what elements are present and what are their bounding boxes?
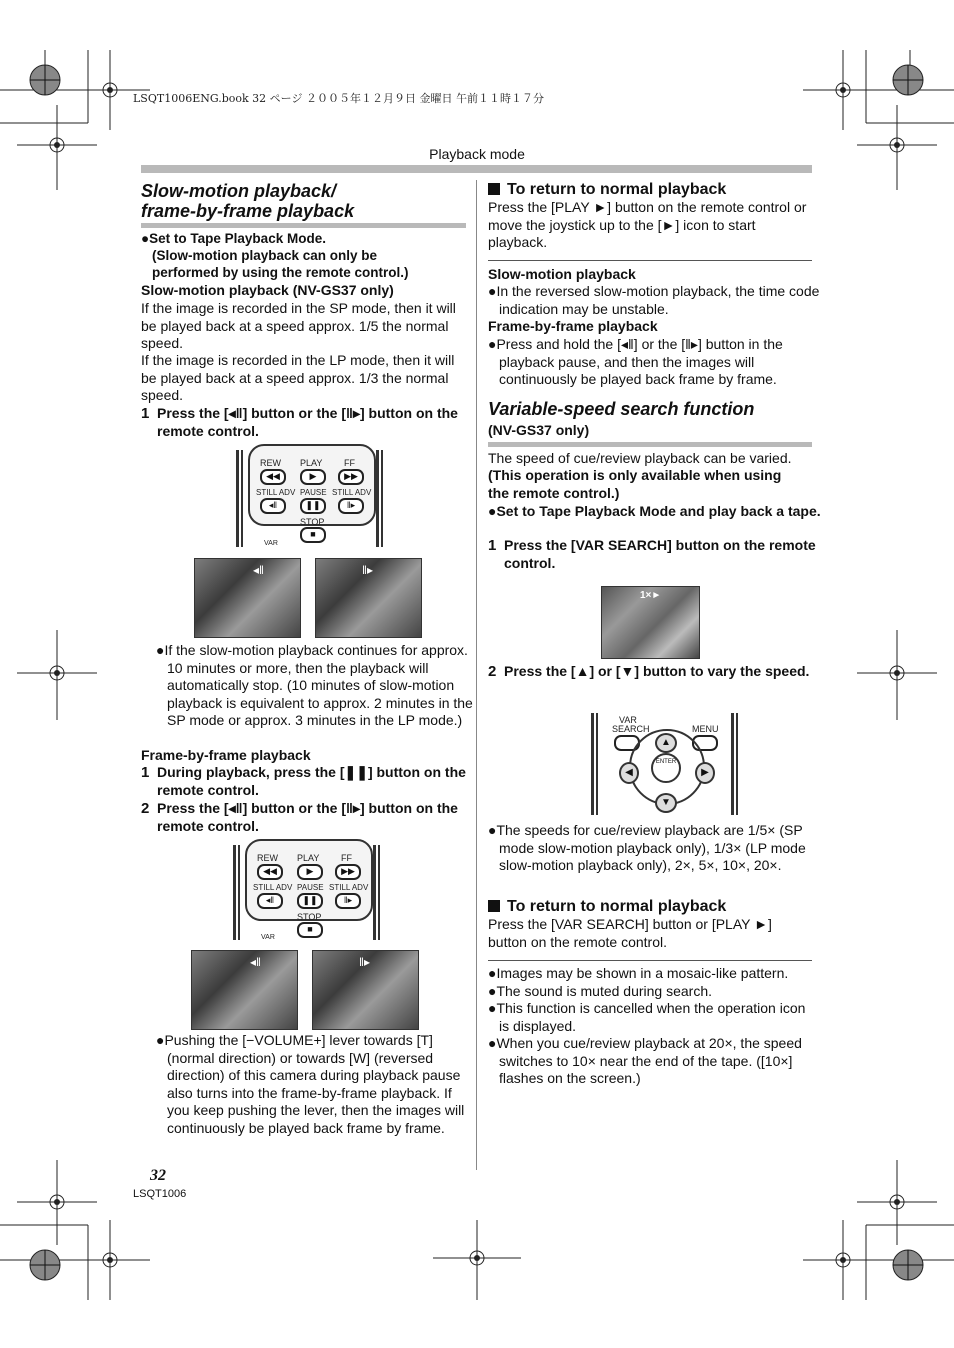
flower-screen-image xyxy=(601,586,700,659)
ff-button: ▶▶ xyxy=(335,864,361,880)
divider xyxy=(488,960,812,961)
step-text: Press the [VAR SEARCH] button on the remote control. xyxy=(504,537,816,571)
volume-lever-bullet: ●Pushing the [−VOLUME+] lever towards [T] (normal direction) or towards [W] (reversed direction) of this camera during playback pause also turns into the frame-by-frame playback. If you keep pushing the lever, then the images will continuously be played back frame by frame. xyxy=(156,1032,465,1136)
section-header: Playback mode xyxy=(429,146,525,162)
variable-speed-note-line1: (This operation is only available when using xyxy=(488,467,782,483)
return-normal-heading xyxy=(488,181,726,199)
still-adv-left-label: STILL ADV xyxy=(253,883,293,892)
rew-button: ◀◀ xyxy=(260,469,286,485)
list-item: ●Images may be shown in a mosaic-like pattern. xyxy=(488,965,789,981)
list-item: ●This function is cancelled when the operation icon is displayed. xyxy=(488,1000,806,1034)
play-button: ▶ xyxy=(297,864,323,880)
frame-by-frame-subheading-right: Frame-by-frame playback xyxy=(488,318,658,334)
var-step-1 xyxy=(488,537,824,572)
speed-indicator: 1×► xyxy=(640,590,662,601)
variable-speed-note-line2: the remote control.) xyxy=(488,485,620,501)
prereq-line3: performed by using the remote control.) xyxy=(152,265,409,280)
stop-button: ■ xyxy=(297,922,323,938)
prereq-line1: ●Set to Tape Playback Mode. xyxy=(141,231,326,246)
up-arrow-icon: ▲ xyxy=(655,733,677,753)
pause-button: ❚❚ xyxy=(300,498,326,514)
down-arrow-icon: ▼ xyxy=(655,793,677,813)
puppy-photo-frame-forward xyxy=(312,950,419,1030)
slow-step-1 xyxy=(141,405,467,440)
puppy-photo-reverse xyxy=(194,558,301,638)
left-title-bar xyxy=(141,223,466,228)
stop-button: ■ xyxy=(300,527,326,543)
still-adv-forward-button: ‖▸ xyxy=(338,498,364,514)
still-adv-back-button: ◂‖ xyxy=(257,893,283,909)
enter-button xyxy=(651,753,681,783)
remote-illustration-frame xyxy=(233,845,383,940)
step-number: 1 xyxy=(141,405,150,422)
ff-label: FF xyxy=(341,853,352,863)
pause-button: ❚❚ xyxy=(297,893,323,909)
step-text: Press the [◂‖] button or the [‖▸] button on the remote control. xyxy=(157,800,458,834)
sp-mode-paragraph: If the image is recorded in the SP mode, then it will be played back at a speed approx. 1/5 the normal speed. xyxy=(141,300,456,351)
rew-button: ◀◀ xyxy=(257,864,283,880)
step-number: 1 xyxy=(141,764,150,781)
list-item: ●When you cue/review playback at 20×, the speed switches to 10× near the end of the tape. ([10×] flashes on the screen.) xyxy=(488,1035,802,1086)
enter-label: ENTER xyxy=(655,759,677,765)
lp-mode-paragraph: If the image is recorded in the LP mode, then it will be played back at a speed approx. 1/3 the normal speed. xyxy=(141,352,455,403)
return-normal-heading-2-text: To return to normal playback xyxy=(507,898,727,915)
puppy-photo-frame-reverse xyxy=(191,950,298,1030)
right-title-bar xyxy=(488,442,812,447)
step-number: 1 xyxy=(488,537,497,554)
hold-bullet: ●Press and hold the [◂‖] or the [‖▸] button in the playback pause, and then the images will continuously be played back frame by frame. xyxy=(488,336,783,387)
slow-motion-subheading-right: Slow-motion playback xyxy=(488,266,636,282)
still-adv-left-label: STILL ADV xyxy=(256,488,296,497)
step-text: Press the [◂‖] button or the [‖▸] button on the remote control. xyxy=(157,405,458,439)
step-number: 2 xyxy=(141,800,150,817)
search-label: SEARCH xyxy=(612,724,650,734)
right-arrow-icon: ▶ xyxy=(695,762,715,784)
var-label: VAR xyxy=(264,540,278,547)
header-bar xyxy=(141,165,812,173)
var-step-2 xyxy=(488,663,824,681)
variable-speed-model: (NV-GS37 only) xyxy=(488,422,590,438)
left-arrow-icon: ◀ xyxy=(619,762,639,784)
slow-motion-subheading: Slow-motion playback (NV-GS37 only) xyxy=(141,282,394,298)
frame-by-frame-subheading: Frame-by-frame playback xyxy=(141,747,311,763)
slow-motion-title-line2: frame-by-frame playback xyxy=(141,201,355,221)
frame-step-2 xyxy=(141,800,467,835)
puppy-photo-forward xyxy=(315,558,422,638)
page-number: 32 xyxy=(150,1167,166,1184)
still-adv-right-label: STILL ADV xyxy=(332,488,372,497)
square-bullet-icon xyxy=(488,183,500,195)
divider xyxy=(488,260,812,261)
document-code: LSQT1006 xyxy=(133,1188,187,1200)
still-adv-right-label: STILL ADV xyxy=(329,883,369,892)
ff-label: FF xyxy=(344,458,355,468)
frame-reverse-icon: ◂‖ xyxy=(250,955,261,969)
return-normal-heading-text: To return to normal playback xyxy=(507,181,727,198)
pause-label: PAUSE xyxy=(297,883,324,892)
still-adv-forward-button: ‖▸ xyxy=(335,893,361,909)
slow-reverse-icon: ◂‖ xyxy=(253,563,264,577)
play-button: ▶ xyxy=(300,469,326,485)
var-label: VAR xyxy=(261,934,275,941)
square-bullet-icon xyxy=(488,900,500,912)
notes-list xyxy=(488,965,810,1088)
prereq-line2: (Slow-motion playback can only be xyxy=(152,248,378,263)
remote-illustration-var-search xyxy=(591,713,741,815)
var-label: VAR xyxy=(619,715,637,725)
step-number: 2 xyxy=(488,663,497,680)
step-text: Press the [▲] or [▼] button to vary the speed. xyxy=(504,663,810,679)
menu-label: MENU xyxy=(692,724,719,734)
play-label: PLAY xyxy=(300,458,323,468)
list-item: ●The sound is muted during search. xyxy=(488,982,713,999)
variable-speed-prereq: ●Set to Tape Playback Mode and play back a tape. xyxy=(488,503,821,519)
rew-label: REW xyxy=(257,853,278,863)
still-adv-back-button: ◂‖ xyxy=(260,498,286,514)
return-normal-text-2: Press the [VAR SEARCH] button or [PLAY ►] button on the remote control. xyxy=(488,916,772,950)
continue-bullet: ●If the slow-motion playback continues for approx. 10 minutes or more, then the playback will automatically stop. (10 minutes of slow-motion playback is equivalent to approx. 2 minutes in the SP mode or approx. 3 minutes in the LP mode.) xyxy=(156,642,473,728)
play-label: PLAY xyxy=(297,853,320,863)
stop-label: STOP xyxy=(300,517,325,527)
frame-step-1 xyxy=(141,764,467,799)
column-divider xyxy=(476,180,477,1170)
frame-forward-icon: ‖▸ xyxy=(359,955,370,969)
variable-speed-title: Variable-speed search function xyxy=(488,399,755,419)
slow-forward-icon: ‖▸ xyxy=(362,563,373,577)
pause-label: PAUSE xyxy=(300,488,327,497)
reverse-bullet: ●In the reversed slow-motion playback, the time code indication may be unstable. xyxy=(488,283,820,317)
variable-speed-intro: The speed of cue/review playback can be varied. xyxy=(488,450,792,466)
ff-button: ▶▶ xyxy=(338,469,364,485)
book-info-line: LSQT1006ENG.book 32 ページ ２００５年１２月９日 金曜日 午前１１時１７分 xyxy=(133,92,544,105)
step-text: During playback, press the [❚❚] button on the remote control. xyxy=(157,764,466,798)
slow-motion-title-line1: Slow-motion playback/ xyxy=(141,181,337,201)
return-normal-heading-2 xyxy=(488,898,726,916)
remote-illustration-slow xyxy=(236,450,386,547)
speeds-bullet: ●The speeds for cue/review playback are 1/5× (SP mode slow-motion playback only), 1/3× (LP mode slow-motion playback only), 2×, 5×, 10×, 20×. xyxy=(488,822,806,873)
rew-label: REW xyxy=(260,458,281,468)
return-normal-text: Press the [PLAY ►] button on the remote control or move the joystick up to the [►] icon to start playback. xyxy=(488,199,807,250)
stop-label: STOP xyxy=(297,912,322,922)
